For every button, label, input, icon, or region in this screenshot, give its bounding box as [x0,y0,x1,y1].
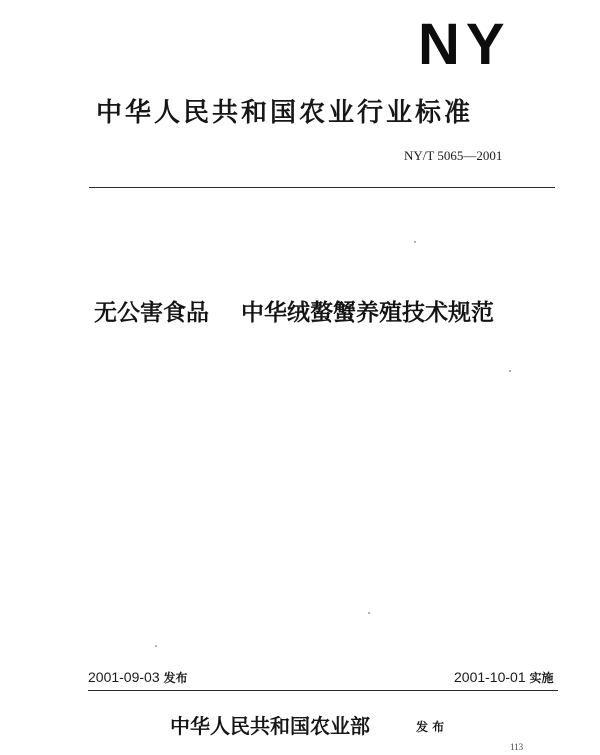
issue-date-line [88,668,188,687]
publisher-name: 中华人民共和国农业部 [170,714,370,738]
implementation-date-line [454,668,554,687]
publisher-suffix: 发 布 [416,720,445,734]
issue-label: 发布 [163,671,188,685]
issue-date: 2001-09-03 [88,669,160,685]
footer-divider [88,690,558,691]
ny-logo: NY [418,12,511,77]
title-sub: 中华绒螯蟹养殖技术规范 [241,300,494,326]
standard-number: NY/T 5065—2001 [404,148,503,163]
scan-speck [509,370,511,372]
implementation-date: 2001-10-01 [454,669,526,685]
header-divider [89,187,555,188]
scan-speck [155,645,157,647]
standard-category-heading: 中华人民共和国农业行业标准 [96,98,474,128]
page-number: 113 [510,742,524,752]
title-main: 无公害食品 [94,300,209,326]
scan-speck [414,241,416,243]
implementation-label: 实施 [529,671,554,685]
document-title [94,297,494,329]
scan-speck [368,612,370,614]
